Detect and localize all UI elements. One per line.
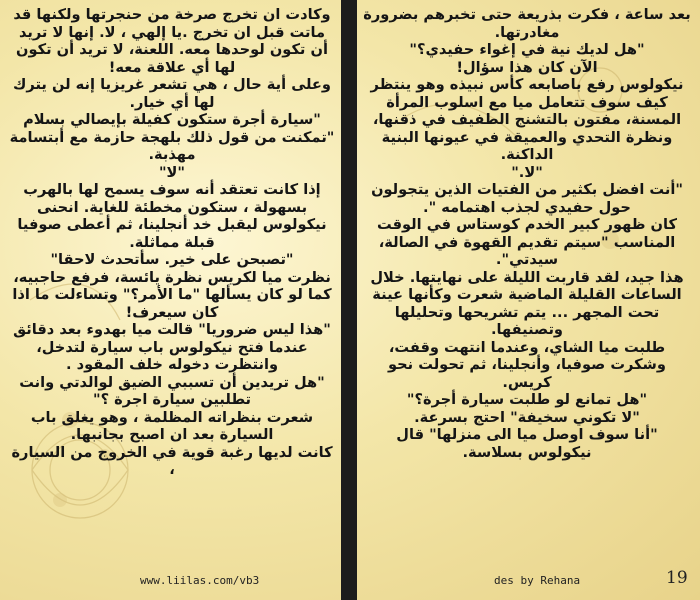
paragraph: نظرت ميا لكريس نظرة يائسة، فرفع حاجبيه، كما لو كان يسألها "ما الأمر؟" وتساءلت ما اذا كان سيعرف!	[12, 268, 332, 321]
left-text-column	[8, 6, 336, 566]
paragraph: كانت لديها رغبة قوية في الخروج من السيارة ،	[11, 443, 333, 478]
paragraph: كان ظهور كبير الخدم كوستاس في الوقت المناسب "سيتم تقديم القهوة في الصالة، سيدتي".	[377, 216, 677, 268]
paragraph: "تصبحن على خير. سأتحدث لاحقا"	[50, 251, 294, 268]
paragraph: "سيارة أجرة ستكون كفيلة بإيصالي بسلام "تمكنت من قول ذلك بلهجة حازمة مع أبتسامة مهذبة.	[9, 111, 335, 163]
paragraph: وكادت ان تخرج صرخة من حنجرتها ولكنها قد ماتت قبل ان تخرج .يا إلهي ، لا. إنها لا تريد أن تكون لوحدها معه. اللعنة، لا تريد أن تكون لها أي علاقة معه!	[13, 6, 331, 76]
paragraph: "لا"	[158, 163, 186, 181]
paragraph: "أنت افضل بكثير من الفتيات الذين يتجولون حول حفيدي لجذب اهتمامه ".	[371, 181, 683, 216]
page-number: 19	[666, 568, 688, 588]
paragraph: هذا جيد، لقد قاربت الليلة على نهايتها. خلال الساعات القليلة الماضية شعرت وكأنها عينة تحت المجهر ... يتم تشريحها وتحليلها وتصنيفها.	[370, 268, 684, 338]
paragraph: طلبت ميا الشاي، وعندما انتهت وقفت، وشكرت صوفيا، وأنجلينا، ثم تحولت نحو كريس.	[388, 338, 666, 391]
paragraph: "أنا سوف اوصل ميا الى منزلها" قال نيكولوس بسلاسة.	[396, 426, 658, 461]
paragraph: الآن كان هذا سؤال!	[456, 58, 598, 76]
paragraph: شعرت بنظراته المظلمة ، وهو يغلق باب السيارة بعد ان اصبح بجانبها.	[30, 408, 314, 443]
column-divider	[341, 0, 357, 600]
paragraph: نيكولوس رفع باصابعه كأس نبيذه وهو ينتظر كيف سوف تتعامل ميا مع اسلوب المرأة المسنة، مفتون بالتشنج الطفيف في ذقنها، ونظرة التحدي والعميقة في عيونها البنية الداكنة.	[370, 76, 684, 163]
paragraph: "لا."	[511, 163, 543, 181]
footer-design-credit: des by Rehana	[494, 574, 581, 587]
paragraph: "هل لديك نية في إغواء حفيدي؟"	[409, 41, 645, 58]
paragraph: إذا كانت تعتقد أنه سوف يسمح لها بالهرب بسهولة ، ستكون مخطئة للغاية. انحنى نيكولوس ليقبل خد أنجلينا، ثم أعطى صوفيا قبلة مماثلة.	[17, 181, 327, 251]
paragraph: بعد ساعة ، فكرت بذريعة حتى تخبرهم بضرورة مغادرتها.	[363, 6, 691, 41]
paragraph: "هل تمانع لو طلبت سيارة أجرة؟"	[406, 391, 648, 408]
footer-website-url: www.liilas.com/vb3	[140, 574, 260, 587]
paragraph: "لا تكوني سخيفة" احتج بسرعة.	[414, 408, 640, 426]
paragraph: "هذا ليس ضروريا" قالت ميا بهدوء بعد دقائق عندما فتح نيكولوس باب سيارة لتدخل، وانتظرت دخوله خلف المقود .	[13, 321, 331, 373]
right-text-column	[362, 6, 692, 566]
paragraph: "هل تريدين أن تسببي الضيق لوالدتي وانت تطلبين سيارة اجرة ؟"	[19, 373, 325, 408]
paragraph: وعلى أية حال ، هي تشعر غريزيا إنه لن يترك لها أي خيار.	[13, 76, 331, 111]
